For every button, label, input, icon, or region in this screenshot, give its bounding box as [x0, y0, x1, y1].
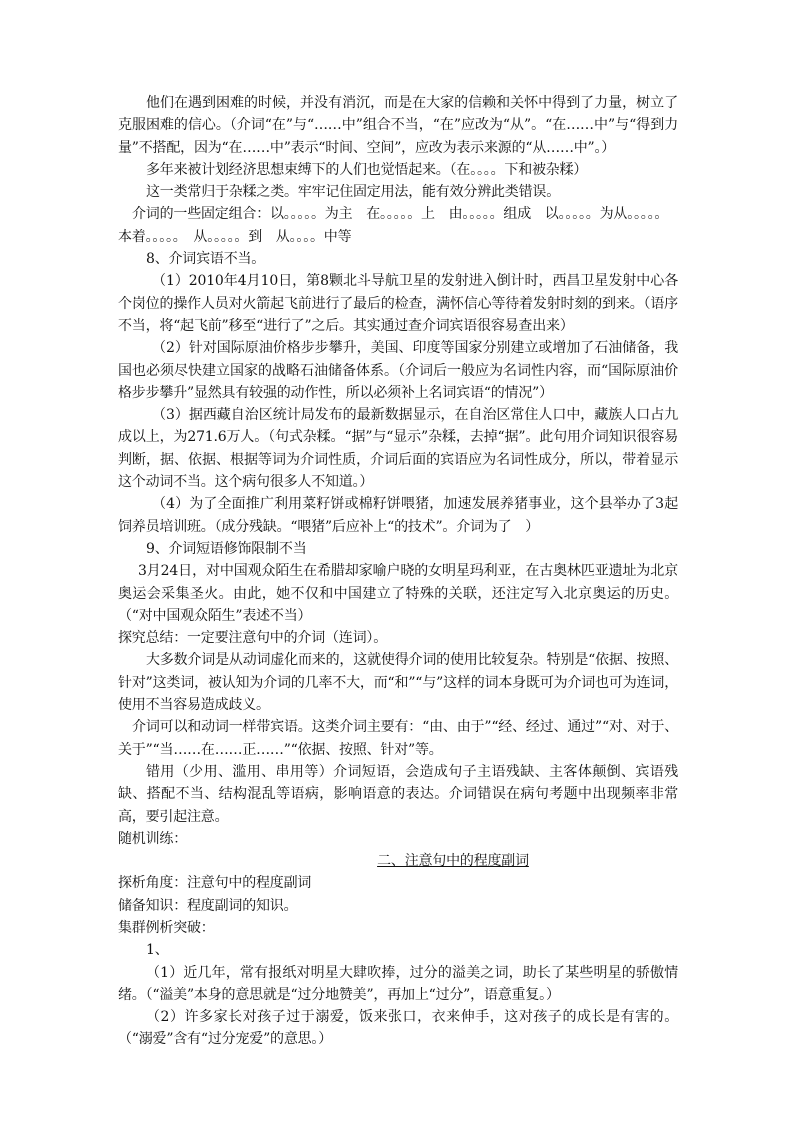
example-5: 3月24日，对中国观众陌生在希腊却家喻户晓的女明星玛利亚，在古奥林匹亚遗址为北京奥运会采集圣火。由此，她不仅和中国建立了特殊的关联，还注定写入北京奥运的历史。（“对中国观众陌生”表述不当）: [118, 563, 678, 624]
section-title: [118, 850, 678, 872]
example-7: （2）许多家长对孩子过于溺爱，饭来张口，衣来伸手，这对孩子的成长是有害的。（“溺爱”含有“过分宠爱”的意思。）: [118, 1009, 678, 1048]
item-number-1: 1、: [146, 942, 169, 959]
cluster-analysis: 集群例析突破：: [118, 919, 215, 936]
summary-paragraph-1: 大多数介词是从动词虚化而来的，这就使得介词的使用比较复杂。特别是“依据、按照、针对”这类词，被认知为介词的几率不大，而“和”“与”这样的词本身既可为介词也可为连词，使用不当容易造成歧义。: [118, 652, 678, 714]
paragraph-5: 本着。。。。。 从。。。。。到 从。。。。中等: [118, 228, 352, 245]
document-page: [118, 92, 678, 1051]
paragraph-4: 介词的一些固定组合：以。。。。。为主 在。。。。。上 由。。。。。组成 以。。。。。为从。。。。。: [132, 206, 669, 223]
section-heading-8: 8、介词宾语不当。: [146, 251, 266, 268]
paragraph-1: 他们在遇到困难的时候，并没有消沉，而是在大家的信赖和关怀中得到了力量，树立了克服困难的信心。（介词“在”与“……中”组合不当，“在”应改为“从”。“在……中”与“得到力量”不搭配，因为“在……中”表示“时间、空间”，应改为表示来源的“从……中”。）: [118, 95, 678, 156]
section-title-text: 二、注意句中的程度副词: [377, 853, 529, 870]
paragraph-2: 多年来被计划经济思想束缚下的人们也觉悟起来。（在。。。。下和被杂糅）: [146, 161, 588, 178]
practice-label: 随机训练：: [118, 830, 187, 847]
analysis-angle: 探析角度：注意句中的程度副词: [118, 875, 312, 892]
example-2: （2）针对国际原油价格步步攀升，美国、印度等国家分别建立或增加了石油储备，我国也必须尽快建立国家的战略石油储备体系。（介词后一般应为名词性内容，而“国际原油价格步步攀升”显然具有较强的动作性，所以必须补上名词宾语“的情况”）: [118, 340, 678, 401]
paragraph-3: 这一类常归于杂糅之类。牢牢记住固定用法，能有效分辨此类错误。: [146, 184, 560, 201]
summary-line: 探究总结：一定要注意句中的介词（连词）。: [118, 630, 387, 647]
example-6: （1）近几年，常有报纸对明星大肆吹捧，过分的溢美之词，助长了某些明星的骄傲情绪。（“溢美”本身的意思就是“过分地赞美”，再加上“过分”，语意重复。）: [118, 964, 678, 1003]
section-heading-9: 9、介词短语修饰限制不当: [146, 540, 307, 557]
example-4: （4）为了全面推广利用菜籽饼或棉籽饼喂猪，加速发展养猪事业，这个县举办了3起饲养员培训班。（成分残缺。“喂猪”后应补上“的技术”。介词为了 ）: [118, 496, 678, 535]
summary-paragraph-2: 介词可以和动词一样带宾语。这类介词主要有：“由、由于”“经、经过、通过”“对、对于、关于”“当……在……正……”“依据、按照、针对”等。: [118, 719, 678, 758]
example-1: （1）2010年4月10日，第8颗北斗导航卫星的发射进入倒计时，西昌卫星发射中心各个岗位的操作人员对火箭起飞前进行了最后的检查，满怀信心等待着发射时刻的到来。（语序不当，将“起飞前”移至“进行了”之后。其实通过查介词宾语很容易查出来）: [118, 273, 678, 334]
example-3: （3）据西藏自治区统计局发布的最新数据显示，在自治区常住人口中，藏族人口占九成以上，为271.6万人。（句式杂糅。“据”与“显示”杂糅，去掉“据”。此句用介词知识很容易判断，据、依据、根据等词为介词性质，介词后面的宾语应为名词性成分，所以，带着显示这个动词不当。这个病句很多人不知道。）: [118, 407, 678, 491]
summary-paragraph-3: 错用（少用、滥用、串用等）介词短语，会造成句子主语残缺、主客体颠倒、宾语残缺、搭配不当、结构混乱等语病，影响语意的表达。介词错误在病句考题中出现频率非常高，要引起注意。: [118, 763, 678, 825]
reserve-knowledge: 储备知识：程度副词的知识。: [118, 897, 298, 914]
